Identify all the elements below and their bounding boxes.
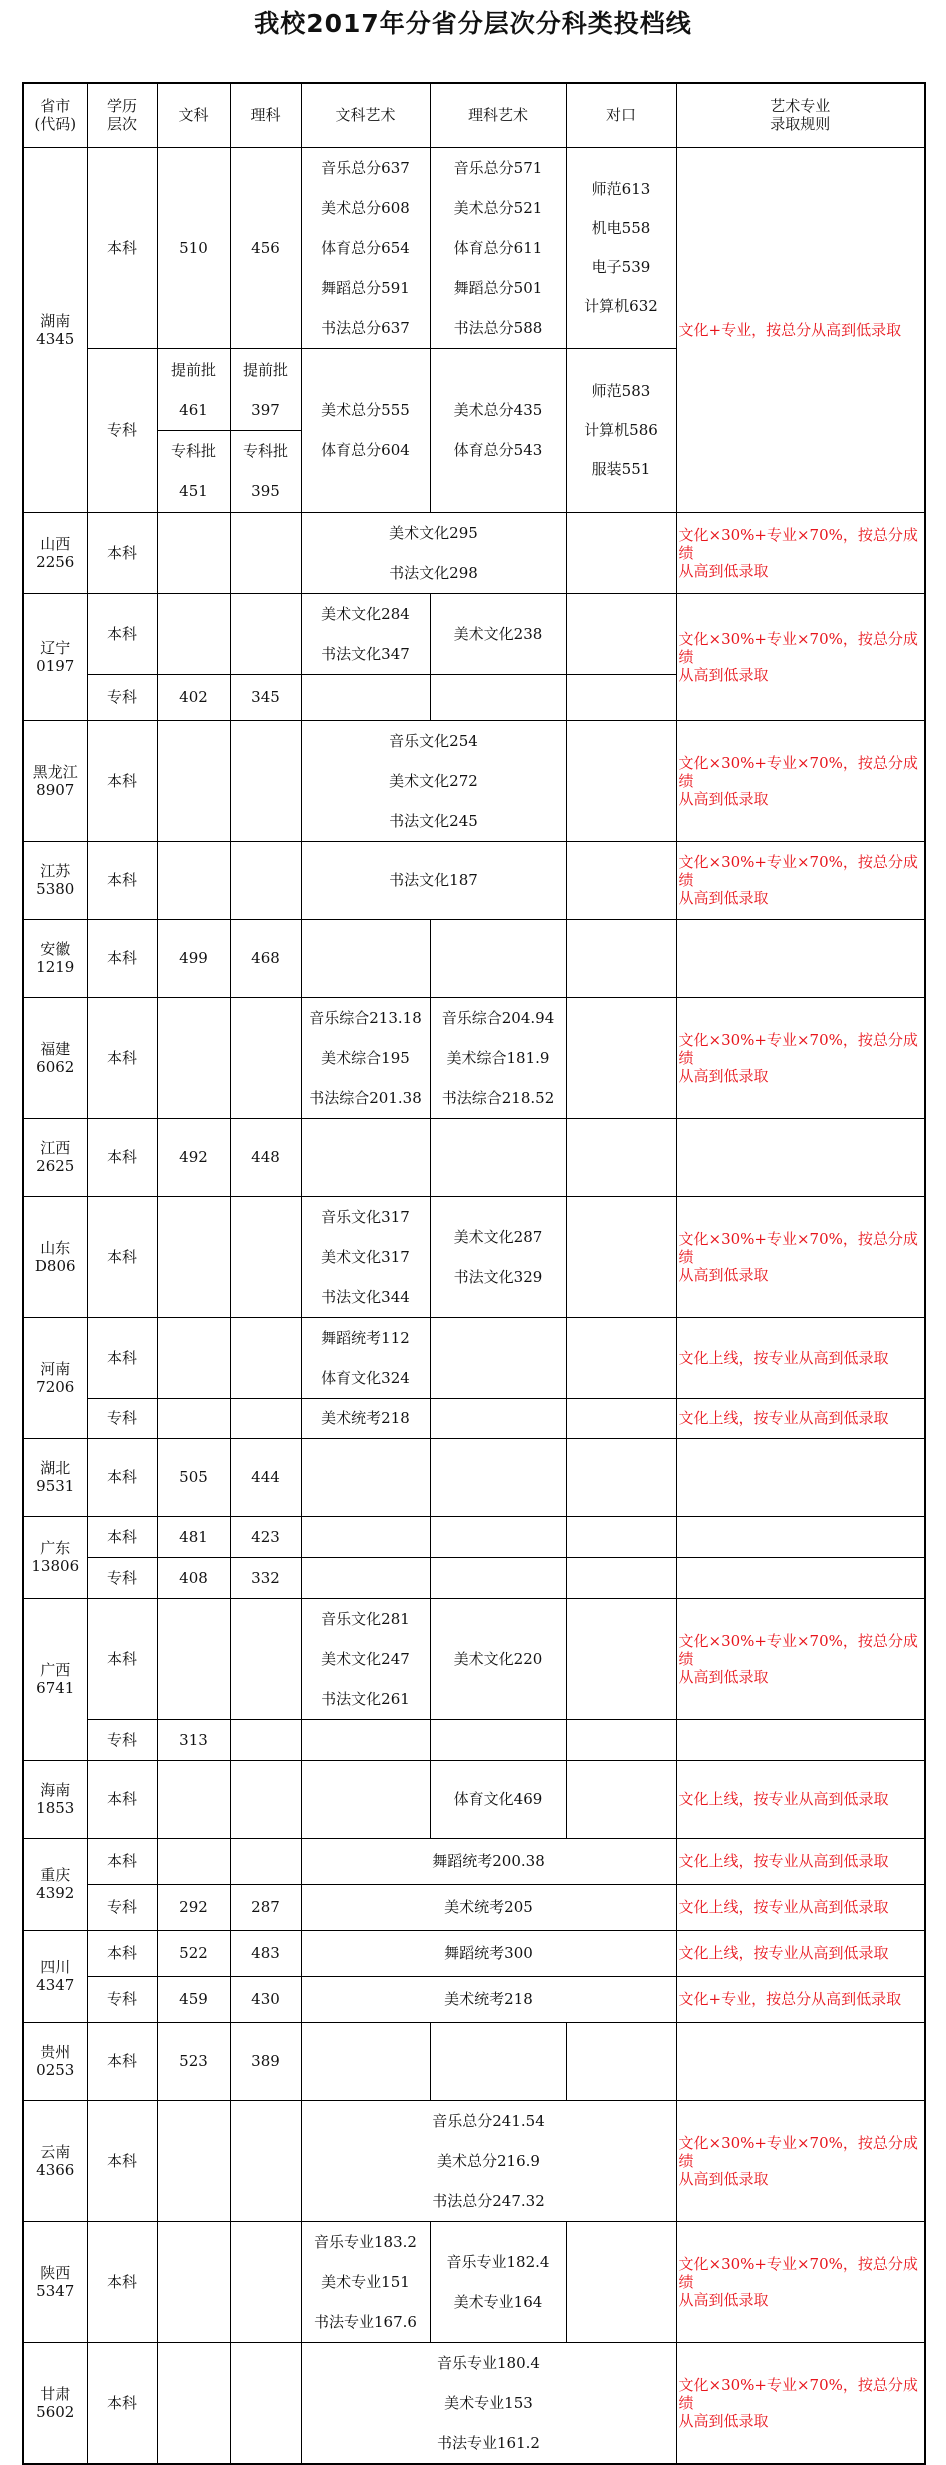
- header-like-art: 理科艺术: [430, 83, 566, 147]
- art-scores: 舞蹈统考112 体育文化324: [301, 1317, 430, 1398]
- province-cell: 湖北 9531: [23, 1438, 87, 1516]
- province-cell: 辽宁 0197: [23, 593, 87, 720]
- table-row: [23, 2221, 925, 2342]
- art-scores: 美术文化295 书法文化298: [301, 512, 566, 593]
- like-score: 345: [230, 674, 301, 720]
- province-cell: 湖南 4345: [23, 147, 87, 512]
- like-score: 468: [230, 919, 301, 997]
- table-row: [23, 512, 925, 593]
- province-cell: 山东 D806: [23, 1196, 87, 1317]
- like-score: 389: [230, 2022, 301, 2100]
- header-duikou: 对口: [566, 83, 676, 147]
- wenke-score: 402: [157, 674, 230, 720]
- header-wenke: 文科: [157, 83, 230, 147]
- wenke-art-scores: 音乐文化317 美术文化317 书法文化344: [301, 1196, 430, 1317]
- header-like: 理科: [230, 83, 301, 147]
- table-row: [23, 997, 925, 1118]
- wenke-art-scores: 美术文化284 书法文化347: [301, 593, 430, 674]
- level-cell: 本科: [87, 512, 157, 593]
- table-row: [23, 2342, 925, 2464]
- like-art-scores: 音乐专业182.4 美术专业164: [430, 2221, 566, 2342]
- level-cell: 专科: [87, 1557, 157, 1598]
- level-cell: 本科: [87, 1760, 157, 1838]
- header-rule: 艺术专业 录取规则: [676, 83, 925, 147]
- level-cell: 本科: [87, 720, 157, 841]
- wenke-score-split: 提前批 461 专科批 451: [157, 348, 230, 512]
- level-cell: 专科: [87, 1719, 157, 1760]
- province-cell: 福建 6062: [23, 997, 87, 1118]
- level-cell: 本科: [87, 841, 157, 919]
- wenke-score: 523: [157, 2022, 230, 2100]
- province-cell: 甘肃 5602: [23, 2342, 87, 2464]
- art-scores: 舞蹈统考300: [301, 1930, 676, 1976]
- province-cell: 河南 7206: [23, 1317, 87, 1438]
- table-row: [23, 720, 925, 841]
- like-art-scores: 音乐总分571 美术总分521 体育总分611 舞蹈总分501 书法总分588: [430, 147, 566, 348]
- table-row: [23, 147, 925, 348]
- rule-cell: 文化上线，按专业从高到低录取: [676, 1884, 925, 1930]
- level-cell: 本科: [87, 1838, 157, 1884]
- like-score: 483: [230, 1930, 301, 1976]
- wenke-score: 505: [157, 1438, 230, 1516]
- like-art-scores: 美术文化238: [430, 593, 566, 674]
- level-cell: 专科: [87, 1976, 157, 2022]
- wenke-art-scores: 音乐综合213.18 美术综合195 书法综合201.38: [301, 997, 430, 1118]
- level-cell: 本科: [87, 2022, 157, 2100]
- level-cell: 专科: [87, 1884, 157, 1930]
- wenke-art-scores: 音乐文化281 美术文化247 书法文化261: [301, 1598, 430, 1719]
- rule-cell: 文化×30%+专业×70%，按总分成绩 从高到低录取: [676, 2221, 925, 2342]
- art-scores: 美术统考205: [301, 1884, 676, 1930]
- table-row: [23, 2022, 925, 2100]
- rule-cell: 文化×30%+专业×70%，按总分成绩 从高到低录取: [676, 2100, 925, 2221]
- art-scores: 音乐专业180.4 美术专业153 书法专业161.2: [301, 2342, 676, 2464]
- rule-cell: 文化×30%+专业×70%，按总分成绩 从高到低录取: [676, 720, 925, 841]
- art-scores: 书法文化187: [301, 841, 566, 919]
- province-cell: 云南 4366: [23, 2100, 87, 2221]
- art-scores: 音乐文化254 美术文化272 书法文化245: [301, 720, 566, 841]
- table-row: [23, 1398, 925, 1438]
- art-scores: 音乐总分241.54 美术总分216.9 书法总分247.32: [301, 2100, 676, 2221]
- rule-cell: 文化×30%+专业×70%，按总分成绩 从高到低录取: [676, 593, 925, 720]
- like-score: 444: [230, 1438, 301, 1516]
- like-art-scores: 音乐综合204.94 美术综合181.9 书法综合218.52: [430, 997, 566, 1118]
- level-cell: 本科: [87, 1196, 157, 1317]
- level-cell: 本科: [87, 147, 157, 348]
- wenke-score: 408: [157, 1557, 230, 1598]
- level-cell: 本科: [87, 997, 157, 1118]
- level-cell: 本科: [87, 1118, 157, 1196]
- province-cell: 黑龙江 8907: [23, 720, 87, 841]
- like-score: 423: [230, 1516, 301, 1557]
- province-cell: 广东 13806: [23, 1516, 87, 1598]
- wenke-art-scores: 美术总分555 体育总分604: [301, 348, 430, 512]
- rule-cell: 文化×30%+专业×70%，按总分成绩 从高到低录取: [676, 1196, 925, 1317]
- wenke-art-scores: 音乐专业183.2 美术专业151 书法专业167.6: [301, 2221, 430, 2342]
- province-cell: 重庆 4392: [23, 1838, 87, 1930]
- table-row: [23, 919, 925, 997]
- province-cell: 陕西 5347: [23, 2221, 87, 2342]
- like-art-scores: 美术文化220: [430, 1598, 566, 1719]
- table-row: [23, 2100, 925, 2221]
- header-province: 省市 (代码): [23, 83, 87, 147]
- like-art-scores: 美术总分435 体育总分543: [430, 348, 566, 512]
- rule-cell: 文化×30%+专业×70%，按总分成绩 从高到低录取: [676, 2342, 925, 2464]
- level-cell: 本科: [87, 2342, 157, 2464]
- admission-table: [22, 82, 926, 2465]
- level-cell: 专科: [87, 1398, 157, 1438]
- table-row: [23, 1884, 925, 1930]
- rule-cell: 文化上线，按专业从高到低录取: [676, 1930, 925, 1976]
- table-row: [23, 841, 925, 919]
- art-scores: 美术统考218: [301, 1976, 676, 2022]
- rule-cell: 文化上线，按专业从高到低录取: [676, 1838, 925, 1884]
- like-art-scores: 体育文化469: [430, 1760, 566, 1838]
- rule-cell: 文化上线，按专业从高到低录取: [676, 1317, 925, 1398]
- art-scores: 舞蹈统考200.38: [301, 1838, 676, 1884]
- rule-cell: 文化×30%+专业×70%，按总分成绩 从高到低录取: [676, 1598, 925, 1719]
- like-score: 456: [230, 147, 301, 348]
- table-row: [23, 1598, 925, 1719]
- page-title: 我校2017年分省分层次分科类投档线: [254, 9, 692, 38]
- art-scores: 美术统考218: [301, 1398, 430, 1438]
- province-cell: 安徽 1219: [23, 919, 87, 997]
- rule-cell: 文化+专业，按总分从高到低录取: [676, 1976, 925, 2022]
- wenke-score: 481: [157, 1516, 230, 1557]
- wenke-score: 459: [157, 1976, 230, 2022]
- table-row: [23, 1976, 925, 2022]
- like-score: 430: [230, 1976, 301, 2022]
- table-row: [23, 1557, 925, 1598]
- table-row: [23, 1930, 925, 1976]
- level-cell: 本科: [87, 1516, 157, 1557]
- wenke-score: 522: [157, 1930, 230, 1976]
- rule-cell: 文化×30%+专业×70%，按总分成绩 从高到低录取: [676, 997, 925, 1118]
- province-cell: 海南 1853: [23, 1760, 87, 1838]
- duikou-scores: 师范583 计算机586 服装551: [566, 348, 676, 512]
- wenke-score: 313: [157, 1719, 230, 1760]
- duikou-scores: 师范613 机电558 电子539 计算机632: [566, 147, 676, 348]
- table-row: [23, 593, 925, 674]
- rule-cell: 文化上线，按专业从高到低录取: [676, 1398, 925, 1438]
- level-cell: 本科: [87, 2100, 157, 2221]
- level-cell: 专科: [87, 348, 157, 512]
- wenke-score: 492: [157, 1118, 230, 1196]
- wenke-art-scores: 音乐总分637 美术总分608 体育总分654 舞蹈总分591 书法总分637: [301, 147, 430, 348]
- level-cell: 专科: [87, 674, 157, 720]
- level-cell: 本科: [87, 1930, 157, 1976]
- rule-cell: 文化+专业，按总分从高到低录取: [676, 147, 925, 512]
- table-row: [23, 1438, 925, 1516]
- level-cell: 本科: [87, 2221, 157, 2342]
- like-score-split: 提前批 397 专科批 395: [230, 348, 301, 512]
- province-cell: 贵州 0253: [23, 2022, 87, 2100]
- wenke-score: 510: [157, 147, 230, 348]
- header-level: 学历 层次: [87, 83, 157, 147]
- level-cell: 本科: [87, 1598, 157, 1719]
- like-art-scores: 美术文化287 书法文化329: [430, 1196, 566, 1317]
- province-cell: 广西 6741: [23, 1598, 87, 1760]
- rule-cell: 文化×30%+专业×70%，按总分成绩 从高到低录取: [676, 841, 925, 919]
- like-score: 287: [230, 1884, 301, 1930]
- province-cell: 江苏 5380: [23, 841, 87, 919]
- table-row: [23, 1760, 925, 1838]
- table-row: [23, 1118, 925, 1196]
- province-cell: 山西 2256: [23, 512, 87, 593]
- rule-cell: 文化×30%+专业×70%，按总分成绩 从高到低录取: [676, 512, 925, 593]
- level-cell: 本科: [87, 593, 157, 674]
- header-row: [23, 83, 925, 147]
- table-row: [23, 1719, 925, 1760]
- wenke-score: 292: [157, 1884, 230, 1930]
- province-cell: 江西 2625: [23, 1118, 87, 1196]
- level-cell: 本科: [87, 1317, 157, 1398]
- level-cell: 本科: [87, 919, 157, 997]
- table-row: [23, 1516, 925, 1557]
- level-cell: 本科: [87, 1438, 157, 1516]
- like-score: 332: [230, 1557, 301, 1598]
- province-cell: 四川 4347: [23, 1930, 87, 2022]
- rule-cell: 文化上线，按专业从高到低录取: [676, 1760, 925, 1838]
- table-row: [23, 1196, 925, 1317]
- like-score: 448: [230, 1118, 301, 1196]
- wenke-score: 499: [157, 919, 230, 997]
- table-row: [23, 1317, 925, 1398]
- header-wenke-art: 文科艺术: [301, 83, 430, 147]
- table-row: [23, 1838, 925, 1884]
